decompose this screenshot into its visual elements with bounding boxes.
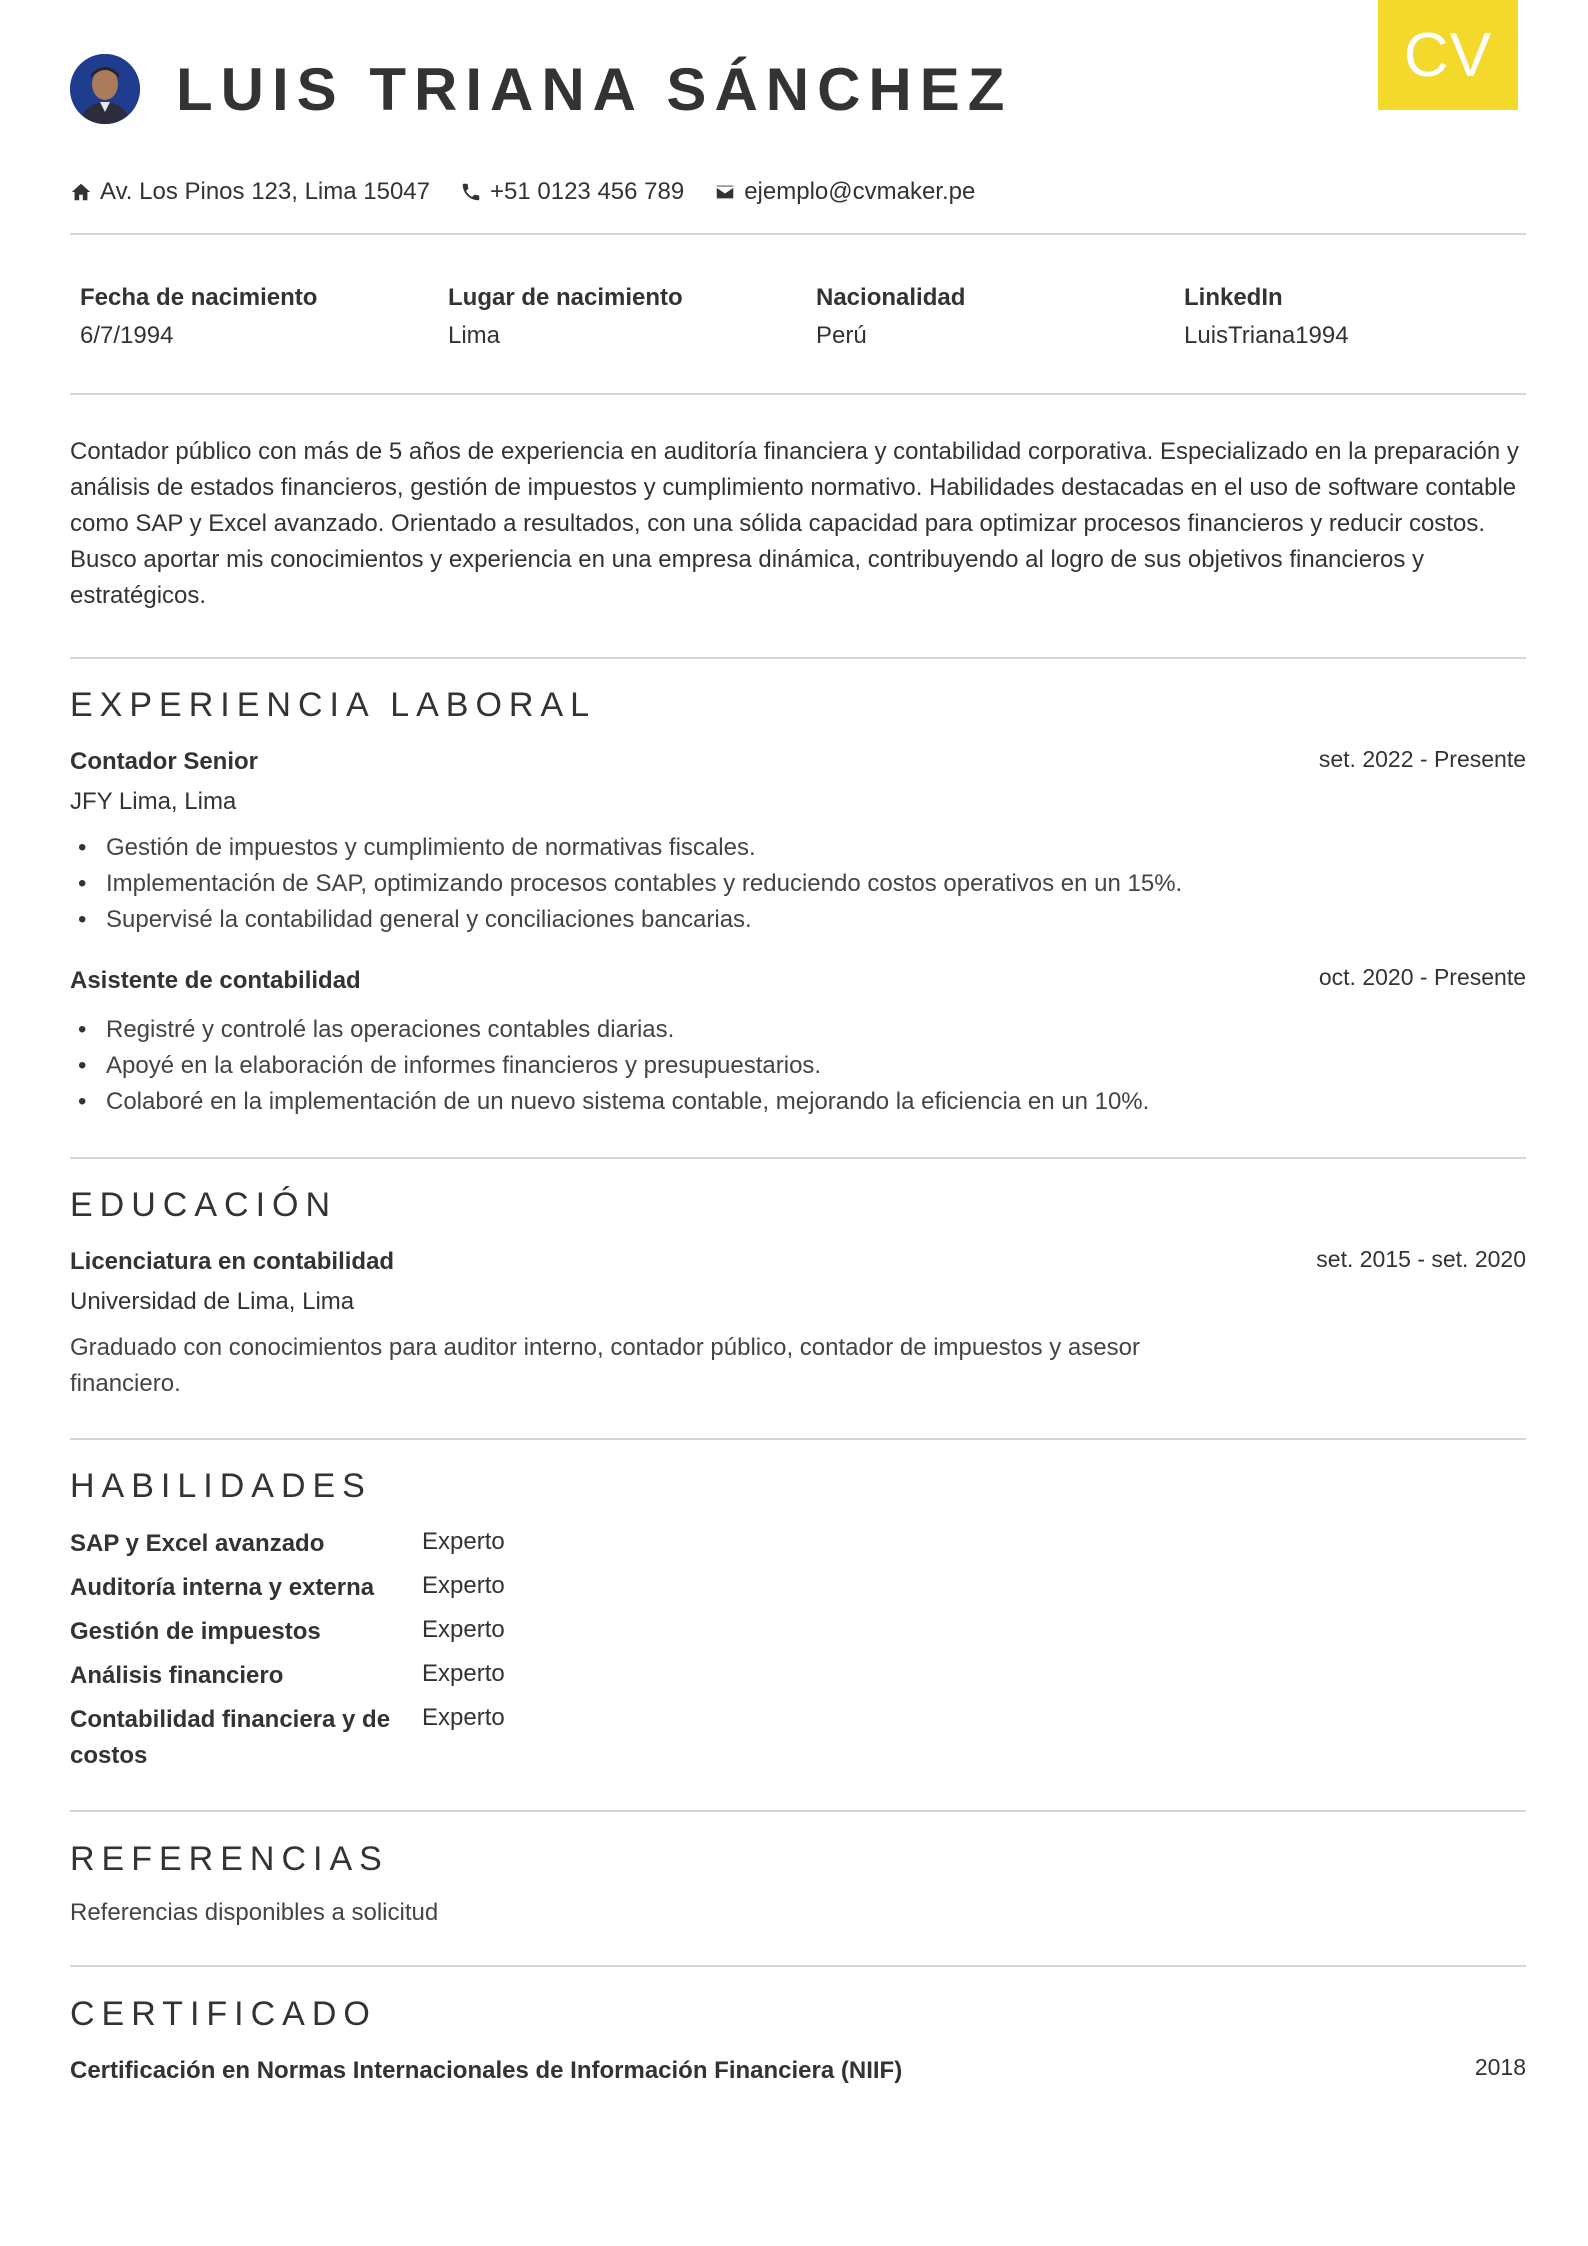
phone-icon — [460, 181, 482, 203]
skill-level: Experto — [422, 1528, 505, 1555]
job-bullets — [70, 830, 1182, 938]
detail-linkedin — [1184, 284, 1552, 350]
contact-address — [70, 178, 430, 206]
contact-phone — [460, 178, 684, 206]
certificate-year: 2018 — [1474, 2054, 1526, 2080]
detail-nationality — [816, 284, 1184, 350]
envelope-icon — [714, 181, 736, 203]
personal-details — [80, 284, 1552, 350]
divider — [70, 657, 1526, 659]
skill-name: Análisis financiero — [70, 1662, 284, 1689]
list-item: • Implementación de SAP, optimizando procesos contables y reduciendo costos operativos en un 15%. — [70, 866, 1182, 902]
degree-title: Licenciatura en contabilidad — [70, 1248, 395, 1275]
divider — [70, 1157, 1526, 1159]
contact-email — [714, 178, 975, 206]
certificate-name: Certificación en Normas Internacionales de Información Financiera (NIIF) — [70, 2057, 903, 2084]
detail-value: LuisTriana1994 — [1184, 322, 1349, 349]
list-item: • Registré y controlé las operaciones contables diarias. — [70, 1012, 1149, 1048]
header — [70, 54, 1012, 124]
job-title: Asistente de contabilidad — [70, 967, 361, 994]
address-text: Av. Los Pinos 123, Lima 15047 — [100, 178, 430, 205]
list-item: • Apoyé en la elaboración de informes financieros y presupuestarios. — [70, 1048, 1149, 1084]
school-name: Universidad de Lima, Lima — [70, 1288, 355, 1315]
references-heading: REFERENCIAS — [70, 1840, 389, 1878]
divider — [70, 1438, 1526, 1440]
education-heading: EDUCACIÓN — [70, 1186, 338, 1224]
candidate-name: LUIS TRIANA SÁNCHEZ — [176, 55, 1013, 123]
detail-birthplace — [448, 284, 816, 350]
divider — [70, 393, 1526, 395]
detail-label: LinkedIn — [1184, 284, 1283, 311]
skill-row — [70, 1526, 505, 1562]
email-text: ejemplo@cvmaker.pe — [744, 178, 976, 205]
divider — [70, 1965, 1526, 1967]
job-bullets — [70, 1012, 1149, 1120]
experience-heading: EXPERIENCIA LABORAL — [70, 686, 597, 724]
detail-value: 6/7/1994 — [80, 322, 174, 349]
profile-summary: Contador público con más de 5 años de experiencia en auditoría financiera y contabilidad corporativa. Especializado en la preparación y análisis de estados financieros, gestión de impuestos y cumplimiento normativo. Habilidades destacadas en el uso de software contable como SAP y Excel avanzado. Orientado a resultados, con una sólida capacidad para optimizar procesos financieros y reducir costos. Busco aportar mis conocimientos y experiencia en una empresa dinámica, contribuyendo al logro de sus objetivos financieros y estratégicos. — [70, 438, 1519, 609]
education-date: set. 2015 - set. 2020 — [1316, 1246, 1526, 1272]
skill-level: Experto — [422, 1704, 505, 1731]
avatar-photo — [70, 54, 140, 124]
skill-level: Experto — [422, 1616, 505, 1643]
detail-birthdate — [80, 284, 448, 350]
detail-value: Perú — [816, 322, 867, 349]
list-item: • Gestión de impuestos y cumplimiento de normativas fiscales. — [70, 830, 1182, 866]
detail-label: Fecha de nacimiento — [80, 284, 318, 311]
job-date: set. 2022 - Presente — [1318, 746, 1526, 772]
skill-row — [70, 1702, 505, 1774]
skill-name: Contabilidad financiera y de costos — [70, 1706, 391, 1769]
skill-row — [70, 1614, 505, 1650]
job-company: JFY Lima, Lima — [70, 788, 237, 815]
skill-name: SAP y Excel avanzado — [70, 1530, 325, 1557]
contact-bar — [70, 178, 1005, 206]
certificate-heading: CERTIFICADO — [70, 1995, 377, 2033]
skills-heading: HABILIDADES — [70, 1467, 372, 1505]
divider — [70, 1810, 1526, 1812]
skill-level: Experto — [422, 1572, 505, 1599]
cv-badge: CV — [1378, 0, 1518, 110]
detail-value: Lima — [448, 322, 501, 349]
skill-level: Experto — [422, 1660, 505, 1687]
skill-row — [70, 1658, 505, 1694]
education-description: Graduado con conocimientos para auditor interno, contador público, contador de impuestos y asesor financiero. — [70, 1334, 1140, 1397]
phone-text: +51 0123 456 789 — [490, 178, 685, 205]
detail-label: Lugar de nacimiento — [448, 284, 683, 311]
references-text: Referencias disponibles a solicitud — [70, 1899, 439, 1926]
divider — [70, 233, 1526, 235]
detail-label: Nacionalidad — [816, 284, 966, 311]
skill-name: Auditoría interna y externa — [70, 1574, 375, 1601]
list-item: • Colaboré en la implementación de un nuevo sistema contable, mejorando la eficiencia en un 10%. — [70, 1084, 1149, 1120]
skill-row — [70, 1570, 505, 1606]
list-item: • Supervisé la contabilidad general y conciliaciones bancarias. — [70, 902, 1182, 938]
job-title: Contador Senior — [70, 748, 259, 775]
skill-name: Gestión de impuestos — [70, 1618, 321, 1645]
avatar — [70, 54, 140, 124]
job-date: oct. 2020 - Presente — [1318, 964, 1526, 990]
home-icon — [70, 181, 92, 203]
